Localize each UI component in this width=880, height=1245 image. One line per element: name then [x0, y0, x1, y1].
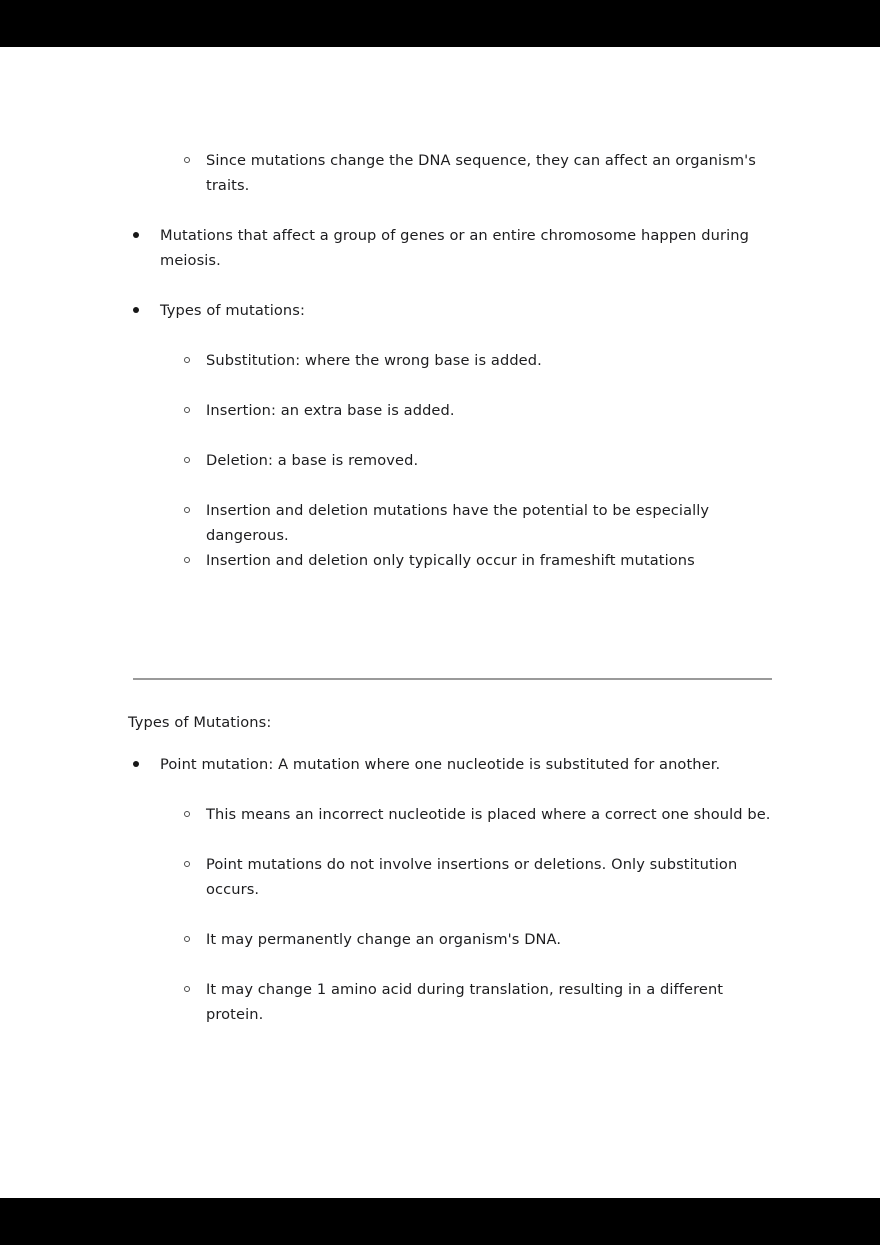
list-item-text: Point mutation: A mutation where one nucleotide is substituted for another.	[160, 756, 721, 773]
hollow-circle-bullet-icon	[184, 557, 190, 563]
notes-section-one	[128, 148, 780, 573]
list-item-text: Substitution: where the wrong base is added.	[206, 352, 542, 369]
list-item-text: It may change 1 amino acid during translation, resulting in a different protein.	[206, 981, 724, 1023]
list-item	[133, 223, 780, 273]
list-item-text: Insertion and deletion mutations have the potential to be especially dangerous.	[206, 502, 710, 544]
list-item-text: Insertion: an extra base is added.	[206, 402, 455, 419]
filled-disc-bullet-icon	[133, 232, 139, 238]
hollow-circle-bullet-icon	[184, 407, 190, 413]
list-item-text: Types of mutations:	[160, 302, 305, 319]
filled-disc-bullet-icon	[133, 307, 139, 313]
hollow-circle-bullet-icon	[184, 861, 190, 867]
top-letterbox-bar	[0, 0, 880, 47]
list-item	[184, 927, 780, 952]
list-item	[133, 752, 780, 777]
list-item	[184, 498, 780, 548]
hollow-circle-bullet-icon	[184, 457, 190, 463]
list-item	[184, 148, 780, 198]
filled-disc-bullet-icon	[133, 761, 139, 767]
page-sheet	[0, 47, 880, 1198]
list-item-text: Point mutations do not involve insertions or deletions. Only substitution occurs.	[206, 856, 738, 898]
section-two-heading: Types of Mutations:	[128, 714, 272, 731]
hollow-circle-bullet-icon	[184, 357, 190, 363]
notes-section-two	[128, 752, 780, 1027]
bottom-letterbox-bar	[0, 1198, 880, 1245]
list-item-text: Insertion and deletion only typically occur in frameshift mutations	[206, 552, 695, 569]
list-item-text: This means an incorrect nucleotide is placed where a correct one should be.	[206, 806, 771, 823]
hollow-circle-bullet-icon	[184, 157, 190, 163]
list-item	[184, 348, 780, 373]
section-divider	[133, 678, 772, 680]
list-item	[184, 448, 780, 473]
list-item	[184, 398, 780, 423]
list-item	[184, 852, 780, 902]
list-item-text: Mutations that affect a group of genes or an entire chromosome happen during meiosis.	[160, 227, 749, 269]
list-item	[184, 548, 780, 573]
list-item-text: Since mutations change the DNA sequence, they can affect an organism's traits.	[206, 152, 756, 194]
hollow-circle-bullet-icon	[184, 986, 190, 992]
hollow-circle-bullet-icon	[184, 811, 190, 817]
list-item	[133, 298, 780, 323]
hollow-circle-bullet-icon	[184, 936, 190, 942]
list-item-text: It may permanently change an organism's DNA.	[206, 931, 562, 948]
list-item	[184, 802, 780, 827]
hollow-circle-bullet-icon	[184, 507, 190, 513]
horizontal-rule-line	[133, 678, 772, 680]
list-item-text: Deletion: a base is removed.	[206, 452, 419, 469]
list-item	[184, 977, 780, 1027]
